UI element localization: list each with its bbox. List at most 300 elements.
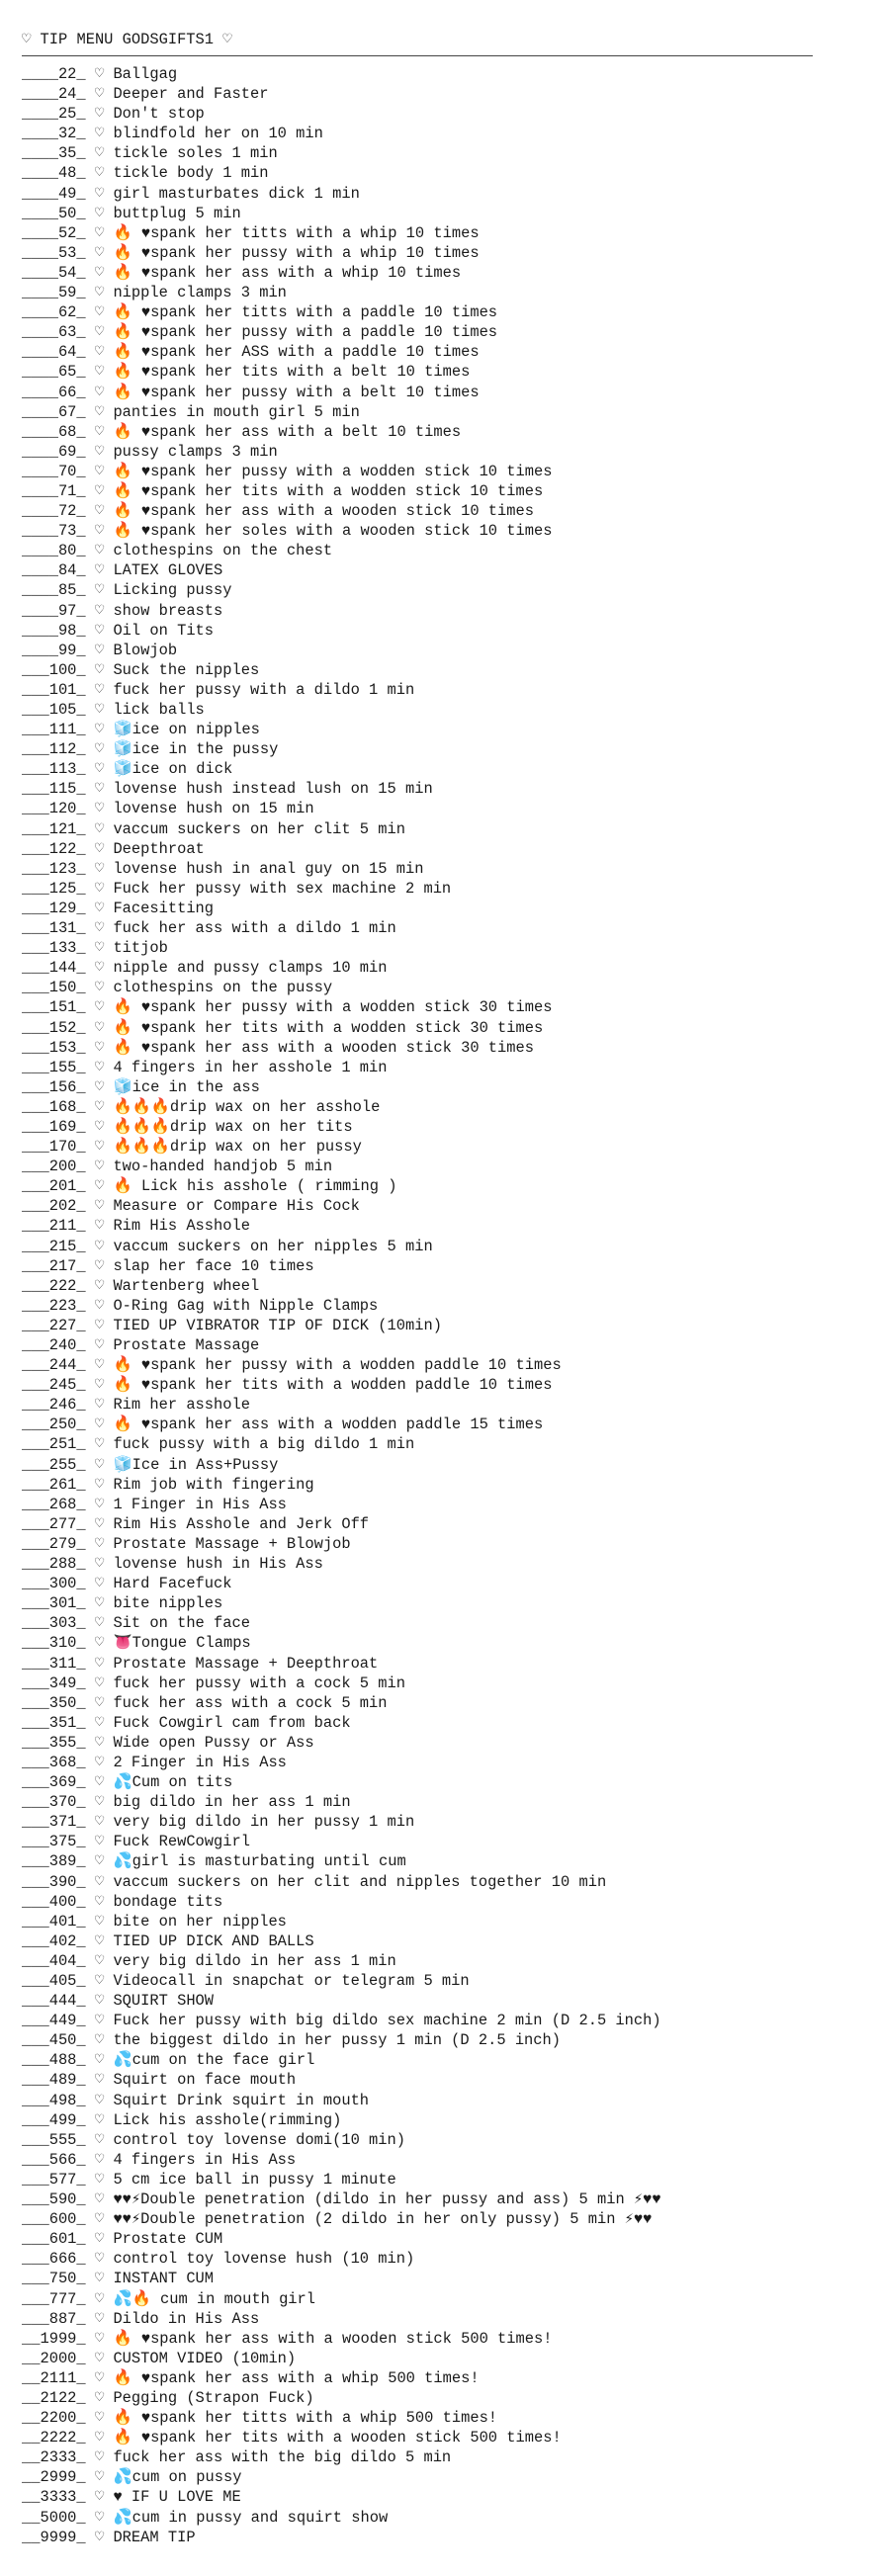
header-divider	[22, 55, 813, 56]
tip-row	[22, 1375, 876, 1395]
tip-description: control toy lovense domi(10 min)	[113, 2130, 405, 2149]
tip-amount: ___488_	[22, 2051, 86, 2070]
tip-row	[22, 2447, 876, 2467]
heart-icon: ♡	[94, 581, 105, 600]
tip-amount: ___201_	[22, 1177, 86, 1196]
tip-amount: ____66_	[22, 383, 86, 401]
tip-description: Ballgag	[113, 65, 178, 83]
tip-amount: ___375_	[22, 1833, 86, 1851]
tip-description: 🔥 ♥spank her ass with a whip 500 times!	[113, 2368, 480, 2387]
tip-row	[22, 1038, 876, 1058]
tip-description: panties in mouth girl 5 min	[113, 402, 360, 421]
tip-description: 🔥 ♥spank her pussy with a whip 10 times	[113, 243, 480, 262]
heart-icon: ♡	[94, 1674, 105, 1692]
tip-description: 💦🔥 cum in mouth girl	[113, 2289, 316, 2308]
tip-description: CUSTOM VIDEO (10min)	[113, 2349, 297, 2367]
tip-amount: __9999_	[22, 2528, 86, 2546]
tip-amount: ___121_	[22, 819, 86, 838]
tip-amount: ___389_	[22, 1852, 86, 1871]
tip-description: 🔥 ♥spank her ass with a wooden stick 30 times	[113, 1038, 534, 1057]
tip-amount: ___150_	[22, 979, 86, 997]
heart-icon: ♡	[94, 1138, 105, 1157]
tip-amount: ____80_	[22, 542, 86, 560]
tip-amount: ___125_	[22, 879, 86, 898]
tip-amount: ___223_	[22, 1296, 86, 1315]
tip-row	[22, 601, 876, 621]
tip-amount: ____72_	[22, 502, 86, 521]
tip-amount: ____67_	[22, 402, 86, 421]
tip-description: lovense hush in anal guy on 15 min	[113, 859, 424, 878]
heart-icon: ♡	[94, 859, 105, 878]
heart-icon: ♡	[94, 1117, 105, 1136]
tip-amount: ___555_	[22, 2130, 86, 2149]
tip-row	[22, 1018, 876, 1038]
heart-icon: ♡	[94, 402, 105, 421]
heart-icon: ♡	[94, 1713, 105, 1732]
tip-amount: ____65_	[22, 363, 86, 382]
tip-description: bite on her nipples	[113, 1912, 287, 1931]
tip-row	[22, 2170, 876, 2190]
tip-description: Pegging (Strapon Fuck)	[113, 2388, 314, 2407]
tip-amount: ___245_	[22, 1376, 86, 1395]
heart-icon: ♡	[94, 1514, 105, 1533]
heart-icon: ♡	[94, 819, 105, 838]
tip-row	[22, 660, 876, 680]
heart-icon: ♡	[94, 481, 105, 500]
heart-icon: ♡	[94, 2031, 105, 2050]
heart-icon: ♡	[94, 2210, 105, 2229]
heart-icon: ♡	[94, 164, 105, 183]
tip-description: blindfold her on 10 min	[113, 125, 323, 143]
heart-icon: ♡	[94, 701, 105, 719]
heart-icon: ♡	[94, 1813, 105, 1832]
tip-description: Hard Facefuck	[113, 1575, 232, 1593]
heart-icon: ♡	[94, 422, 105, 441]
heart-icon: ♡	[94, 2051, 105, 2070]
heart-icon: ♡	[94, 144, 105, 163]
tip-amount: ___300_	[22, 1575, 86, 1593]
tip-description: bite nipples	[113, 1594, 223, 1613]
tip-amount: ___123_	[22, 859, 86, 878]
tip-amount: ___590_	[22, 2190, 86, 2209]
heart-icon: ♡	[94, 1495, 105, 1513]
tip-row	[22, 1633, 876, 1653]
tip-amount: ____73_	[22, 522, 86, 541]
tip-row	[22, 2229, 876, 2249]
tip-row	[22, 2050, 876, 2070]
tip-amount: ___200_	[22, 1158, 86, 1176]
tip-amount: ___750_	[22, 2270, 86, 2288]
tip-row	[22, 759, 876, 779]
heart-icon: ♡	[94, 125, 105, 143]
tip-row	[22, 1237, 876, 1256]
tip-row	[22, 1753, 876, 1772]
heart-icon: ♡	[94, 1376, 105, 1395]
tip-description: 4 fingers in her asshole 1 min	[113, 1058, 388, 1076]
tip-row	[22, 124, 876, 143]
tip-amount: ___113_	[22, 760, 86, 779]
tip-amount: __2122_	[22, 2388, 86, 2407]
heart-icon: ♡	[94, 780, 105, 799]
heart-icon: ♡	[94, 899, 105, 917]
tip-amount: ____25_	[22, 105, 86, 124]
tip-row	[22, 2130, 876, 2150]
tip-description: pussy clamps 3 min	[113, 442, 278, 461]
heart-icon: ♡	[94, 601, 105, 620]
tip-amount: ___129_	[22, 899, 86, 917]
tip-amount: ___887_	[22, 2309, 86, 2328]
tip-amount: ___600_	[22, 2210, 86, 2229]
tip-amount: ___303_	[22, 1614, 86, 1633]
tip-row	[22, 1912, 876, 1932]
tip-description: Squirt Drink squirt in mouth	[113, 2091, 370, 2109]
tip-description: lovense hush in His Ass	[113, 1555, 323, 1574]
tip-description: Fuck her pussy with big dildo sex machine 2 min (D 2.5 inch)	[113, 2012, 661, 2030]
tip-amount: ___151_	[22, 998, 86, 1017]
tip-row	[22, 799, 876, 818]
heart-icon: ♡	[94, 542, 105, 560]
heart-icon: ♡	[94, 1555, 105, 1574]
heart-icon: ♡	[94, 1892, 105, 1911]
tip-description: Licking pussy	[113, 581, 232, 600]
tip-row	[22, 2091, 876, 2110]
tip-description: 🔥 ♥spank her pussy with a belt 10 times	[113, 383, 480, 401]
heart-icon: ♡	[94, 680, 105, 699]
tip-row	[22, 1157, 876, 1176]
tip-amount: ___351_	[22, 1713, 86, 1732]
tip-amount: ___601_	[22, 2230, 86, 2249]
tip-row	[22, 2349, 876, 2368]
heart-icon: ♡	[94, 243, 105, 262]
tip-description: titjob	[113, 939, 168, 958]
tip-amount: ___355_	[22, 1733, 86, 1752]
heart-icon: ♡	[94, 879, 105, 898]
tip-row	[22, 997, 876, 1017]
tip-amount: ___444_	[22, 1992, 86, 2011]
tip-amount: ___402_	[22, 1932, 86, 1950]
heart-icon: ♡	[94, 979, 105, 997]
heart-icon: ♡	[94, 1435, 105, 1454]
tip-description: Rim her asshole	[113, 1396, 250, 1415]
tip-row	[22, 779, 876, 799]
tip-amount: __2111_	[22, 2368, 86, 2387]
heart-icon: ♡	[94, 959, 105, 978]
tip-row	[22, 621, 876, 641]
tip-description: 🧊ice on nipples	[113, 721, 260, 739]
heart-icon: ♡	[94, 1416, 105, 1434]
tip-amount: ____35_	[22, 144, 86, 163]
tip-description: 🔥 ♥spank her pussy with a wodden paddle 10 times	[113, 1356, 562, 1375]
heart-icon: ♡	[94, 1197, 105, 1216]
tip-amount: ____52_	[22, 223, 86, 242]
tip-description: lovense hush on 15 min	[113, 800, 314, 818]
tip-amount: ___168_	[22, 1097, 86, 1116]
tip-row	[22, 2487, 876, 2507]
tip-description: fuck her ass with the big dildo 5 min	[113, 2448, 452, 2467]
tip-row	[22, 1713, 876, 1733]
tip-description: very big dildo in her pussy 1 min	[113, 1813, 415, 1832]
tip-description: Prostate Massage + Blowjob	[113, 1534, 351, 1553]
tip-amount: ____59_	[22, 284, 86, 302]
tip-description: 🔥 ♥spank her ass with a wodden paddle 15 times	[113, 1416, 544, 1434]
tip-description: two-handed handjob 5 min	[113, 1158, 333, 1176]
tip-row	[22, 1335, 876, 1355]
tip-row	[22, 462, 876, 481]
tip-amount: ___255_	[22, 1455, 86, 1474]
heart-icon: ♡	[94, 2289, 105, 2308]
tip-row	[22, 1792, 876, 1812]
heart-icon: ♡	[94, 1872, 105, 1891]
tip-row	[22, 1434, 876, 1454]
heart-icon: ♡	[94, 721, 105, 739]
tip-row	[22, 1971, 876, 1991]
tip-description: 🔥 ♥spank her tits with a wodden stick 10 times	[113, 481, 544, 500]
tip-row	[22, 302, 876, 322]
tip-description: Rim His Asshole	[113, 1217, 250, 1236]
tip-description: 🧊ice in the pussy	[113, 740, 279, 759]
heart-icon: ♡	[94, 1614, 105, 1633]
tip-row	[22, 1176, 876, 1196]
tip-description: Rim His Asshole and Jerk Off	[113, 1514, 370, 1533]
tip-row	[22, 1613, 876, 1633]
tip-amount: ___152_	[22, 1018, 86, 1037]
heart-icon: ♡	[94, 1356, 105, 1375]
tip-amount: ___101_	[22, 680, 86, 699]
tip-amount: ____22_	[22, 65, 86, 83]
tip-row	[22, 1812, 876, 1832]
tip-row	[22, 1534, 876, 1554]
tip-row	[22, 1475, 876, 1495]
tip-row	[22, 1574, 876, 1593]
tip-amount: ____84_	[22, 561, 86, 580]
tip-amount: ___400_	[22, 1892, 86, 1911]
tip-amount: ___370_	[22, 1793, 86, 1812]
tip-row	[22, 204, 876, 223]
tip-list	[22, 64, 876, 2547]
tip-row	[22, 580, 876, 600]
tip-amount: ____70_	[22, 462, 86, 480]
tip-amount: ___169_	[22, 1117, 86, 1136]
tip-amount: ___100_	[22, 660, 86, 679]
tip-row	[22, 402, 876, 422]
tip-description: Fuck Cowgirl cam from back	[113, 1713, 351, 1732]
heart-icon: ♡	[94, 641, 105, 659]
tip-amount: ___202_	[22, 1197, 86, 1216]
heart-icon: ♡	[94, 1534, 105, 1553]
tip-amount: ___133_	[22, 939, 86, 958]
heart-icon: ♡	[94, 1177, 105, 1196]
heart-icon: ♡	[94, 1793, 105, 1812]
tip-description: Sit on the face	[113, 1614, 250, 1633]
tip-amount: ___244_	[22, 1356, 86, 1375]
tip-amount: ___217_	[22, 1256, 86, 1275]
tip-amount: ___156_	[22, 1077, 86, 1096]
tip-row	[22, 1772, 876, 1792]
tip-row	[22, 1196, 876, 1216]
tip-amount: ____85_	[22, 581, 86, 600]
tip-amount: ___404_	[22, 1951, 86, 1970]
tip-amount: ___489_	[22, 2071, 86, 2090]
tip-row	[22, 1137, 876, 1157]
tip-description: fuck her ass with a cock 5 min	[113, 1693, 388, 1712]
tip-description: clothespins on the chest	[113, 542, 333, 560]
tip-row	[22, 541, 876, 560]
heart-icon: ♡	[94, 383, 105, 401]
tip-amount: ___369_	[22, 1773, 86, 1792]
tip-description: fuck her pussy with a dildo 1 min	[113, 680, 415, 699]
tip-amount: ___122_	[22, 839, 86, 858]
heart-icon: ♡	[94, 2468, 105, 2487]
tip-description: 🔥 ♥spank her pussy with a wodden stick 30 times	[113, 998, 553, 1017]
heart-icon: ♡	[94, 919, 105, 938]
tip-description: Fuck her pussy with sex machine 2 min	[113, 879, 452, 898]
tip-amount: ___155_	[22, 1058, 86, 1076]
heart-icon: ♡	[94, 1276, 105, 1295]
tip-row	[22, 2269, 876, 2288]
heart-icon: ♡	[94, 1097, 105, 1116]
tip-row	[22, 2030, 876, 2050]
heart-icon: ♡	[94, 660, 105, 679]
tip-row	[22, 1851, 876, 1871]
heart-icon: ♡	[94, 1237, 105, 1255]
heart-icon: ♡	[94, 85, 105, 104]
tip-row	[22, 422, 876, 442]
heart-icon: ♡	[94, 1972, 105, 1990]
heart-icon: ♡	[94, 2130, 105, 2149]
heart-icon: ♡	[94, 2012, 105, 2030]
tip-amount: ____97_	[22, 601, 86, 620]
heart-icon: ♡	[94, 2349, 105, 2367]
tip-amount: ___666_	[22, 2250, 86, 2269]
tip-description: 💦cum on pussy	[113, 2468, 242, 2487]
heart-icon: ♡	[94, 561, 105, 580]
tip-row	[22, 1276, 876, 1296]
tip-row	[22, 2209, 876, 2229]
tip-amount: ___112_	[22, 740, 86, 759]
tip-description: the biggest dildo in her pussy 1 min (D 2.5 inch)	[113, 2031, 561, 2050]
tip-description: 🔥 ♥spank her soles with a wooden stick 10 times	[113, 522, 553, 541]
tip-row	[22, 1892, 876, 1912]
tip-row	[22, 2110, 876, 2130]
tip-amount: ____54_	[22, 263, 86, 282]
tip-row	[22, 84, 876, 104]
tip-description: INSTANT CUM	[113, 2270, 215, 2288]
tip-description: 🧊Ice in Ass+Pussy	[113, 1455, 279, 1474]
heart-icon: ♡	[94, 2091, 105, 2109]
tip-description: 🔥 ♥spank her ass with a whip 10 times	[113, 263, 462, 282]
tip-amount: ___277_	[22, 1514, 86, 1533]
tip-row	[22, 859, 876, 879]
tip-description: vaccum suckers on her clit 5 min	[113, 819, 405, 838]
heart-icon: ♡	[94, 1951, 105, 1970]
tip-description: Wide open Pussy or Ass	[113, 1733, 314, 1752]
heart-icon: ♡	[94, 1336, 105, 1354]
tip-amount: ___153_	[22, 1038, 86, 1057]
tip-description: Don't stop	[113, 105, 205, 124]
tip-amount: ___498_	[22, 2091, 86, 2109]
tip-amount: ___268_	[22, 1495, 86, 1513]
tip-description: buttplug 5 min	[113, 204, 241, 222]
heart-icon: ♡	[94, 284, 105, 302]
tip-description: 🔥 ♥spank her titts with a whip 10 times	[113, 223, 480, 242]
tip-description: fuck her ass with a dildo 1 min	[113, 919, 396, 938]
tip-description: 🔥 ♥spank her tits with a wooden stick 500 times!	[113, 2429, 562, 2447]
tip-description: Fuck RewCowgirl	[113, 1833, 250, 1851]
tip-description: 5 cm ice ball in pussy 1 minute	[113, 2170, 396, 2189]
tip-amount: ___405_	[22, 1972, 86, 1990]
tip-amount: ___131_	[22, 919, 86, 938]
heart-icon: ♡	[94, 522, 105, 541]
heart-icon: ♡	[94, 1455, 105, 1474]
heart-icon: ♡	[94, 1932, 105, 1950]
tip-amount: __2999_	[22, 2468, 86, 2487]
tip-description: show breasts	[113, 601, 223, 620]
tip-row	[22, 322, 876, 342]
tip-amount: __2222_	[22, 2429, 86, 2447]
tip-row	[22, 2428, 876, 2447]
tip-description: SQUIRT SHOW	[113, 1992, 215, 2011]
tip-row	[22, 2150, 876, 2170]
tip-amount: ___311_	[22, 1654, 86, 1673]
heart-icon: ♡	[94, 621, 105, 640]
tip-amount: ___566_	[22, 2150, 86, 2169]
heart-icon: ♡	[94, 2329, 105, 2348]
tip-description: tickle body 1 min	[113, 164, 269, 183]
heart-icon: ♡	[94, 1475, 105, 1494]
heart-icon: ♡	[94, 2368, 105, 2387]
tip-description: ♥♥⚡Double penetration (dildo in her pussy and ass) 5 min ⚡♥♥	[113, 2190, 661, 2209]
tip-description: girl masturbates dick 1 min	[113, 184, 360, 203]
tip-row	[22, 263, 876, 283]
tip-row	[22, 521, 876, 541]
tip-description: 🔥 ♥spank her pussy with a paddle 10 times	[113, 323, 498, 342]
tip-description: Dildo in His Ass	[113, 2309, 260, 2328]
heart-icon: ♡	[94, 442, 105, 461]
tip-amount: ___401_	[22, 1912, 86, 1931]
tip-amount: ____53_	[22, 243, 86, 262]
tip-amount: ___261_	[22, 1475, 86, 1494]
tip-amount: __3333_	[22, 2488, 86, 2507]
tip-row	[22, 143, 876, 163]
tip-row	[22, 104, 876, 124]
tip-amount: ___288_	[22, 1555, 86, 1574]
heart-icon: ♡	[94, 1296, 105, 1315]
heart-icon: ♡	[94, 1038, 105, 1057]
tip-row	[22, 1991, 876, 2011]
tip-amount: ____50_	[22, 204, 86, 222]
heart-icon: ♡	[94, 1575, 105, 1593]
tip-amount: ___115_	[22, 780, 86, 799]
tip-description: Suck the nipples	[113, 660, 260, 679]
heart-icon: ♡	[94, 2388, 105, 2407]
tip-amount: ___368_	[22, 1753, 86, 1771]
tip-amount: ___170_	[22, 1138, 86, 1157]
tip-row	[22, 184, 876, 204]
tip-amount: ___111_	[22, 721, 86, 739]
tip-row	[22, 2011, 876, 2030]
tip-description: lovense hush instead lush on 15 min	[113, 780, 433, 799]
tip-row	[22, 560, 876, 580]
tip-row	[22, 899, 876, 918]
heart-icon: ♡	[22, 31, 32, 48]
tip-description: 🔥 ♥spank her pussy with a wodden stick 10 times	[113, 462, 553, 480]
heart-icon: ♡	[94, 343, 105, 362]
tip-description: 🔥 ♥spank her titts with a whip 500 times!	[113, 2409, 498, 2428]
tip-row	[22, 342, 876, 362]
tip-row	[22, 383, 876, 402]
tip-row	[22, 2368, 876, 2388]
tip-row	[22, 64, 876, 84]
